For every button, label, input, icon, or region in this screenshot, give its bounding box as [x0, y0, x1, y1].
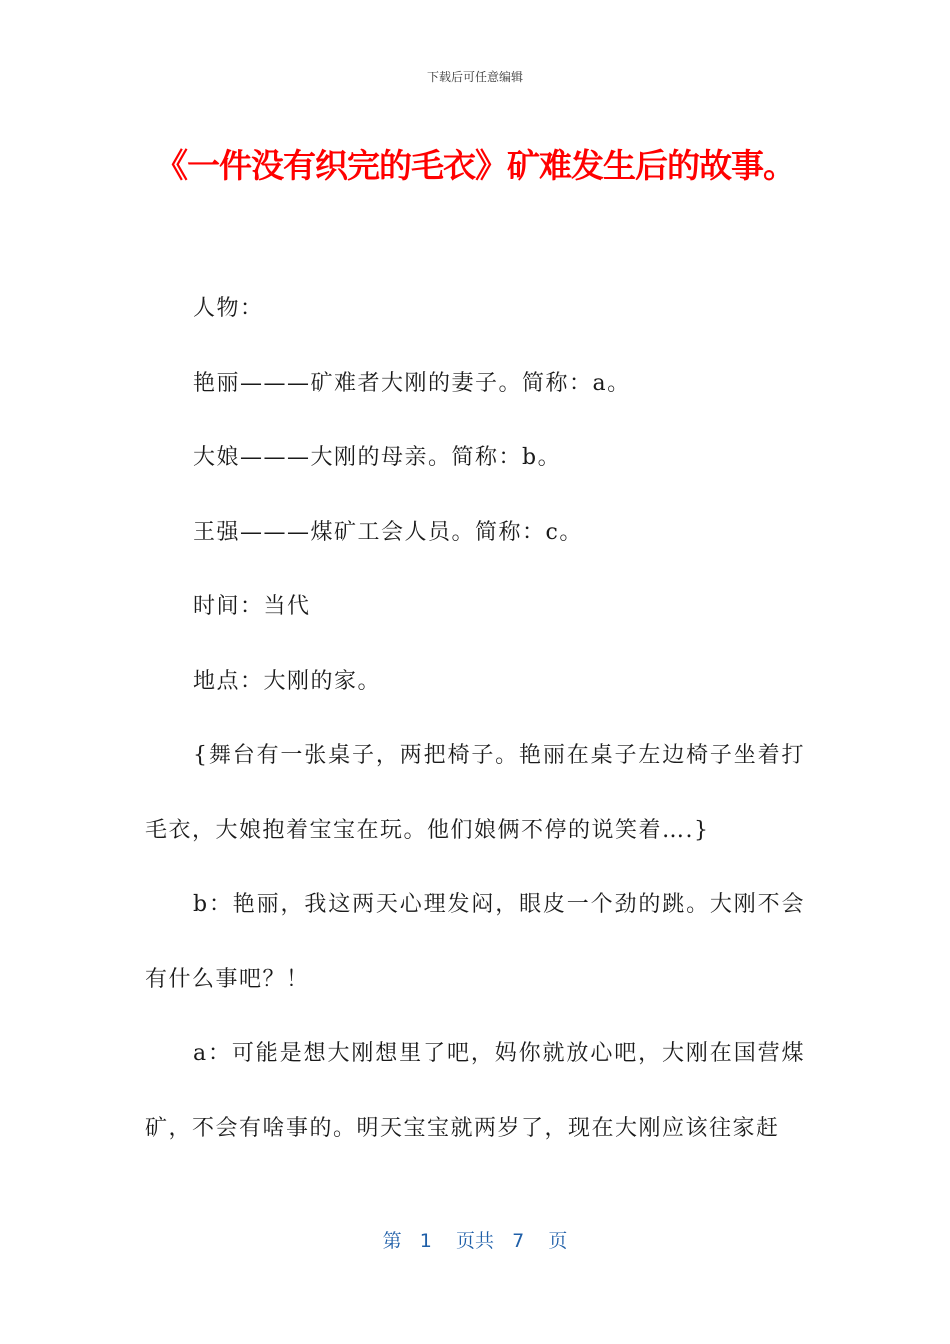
footer-current-page: 1: [419, 1230, 432, 1252]
page-number-footer: [0, 1226, 950, 1253]
paragraph-dialogue-a: a：可能是想大刚想里了吧，妈你就放心吧，大刚在国营煤矿，不会有啥事的。明天宝宝就两岁了，现在大刚应该往家赶: [145, 1041, 805, 1141]
paragraph-character-c: 王强———煤矿工会人员。简称：c。: [193, 519, 583, 545]
header-note: 下载后可任意编辑: [426, 70, 523, 84]
document-title: 《一件没有织完的毛衣》矿难发生后的故事。: [155, 146, 795, 185]
footer-middle: 页共: [455, 1230, 494, 1252]
footer-suffix: 页: [548, 1230, 568, 1252]
footer-prefix: 第: [382, 1230, 402, 1252]
paragraph-place: 地点：大刚的家。: [193, 668, 382, 694]
paragraph-characters-heading: 人物：: [193, 296, 264, 321]
paragraph-character-a: 艳丽———矿难者大刚的妻子。简称：a。: [193, 370, 631, 396]
footer-total-pages: 7: [512, 1230, 525, 1252]
document-body: [145, 272, 805, 1166]
paragraph-dialogue-b: b：艳丽，我这两天心理发闷，眼皮一个劲的跳。大刚不会有什么事吧？！: [145, 892, 805, 992]
paragraph-time: 时间：当代: [193, 594, 311, 619]
paragraph-stage-direction: {舞台有一张桌子，两把椅子。艳丽在桌子左边椅子坐着打毛衣，大娘抱着宝宝在玩。他们娘俩不停的说笑着….}: [145, 743, 805, 843]
paragraph-character-b: 大娘———大刚的母亲。简称：b。: [193, 445, 562, 470]
